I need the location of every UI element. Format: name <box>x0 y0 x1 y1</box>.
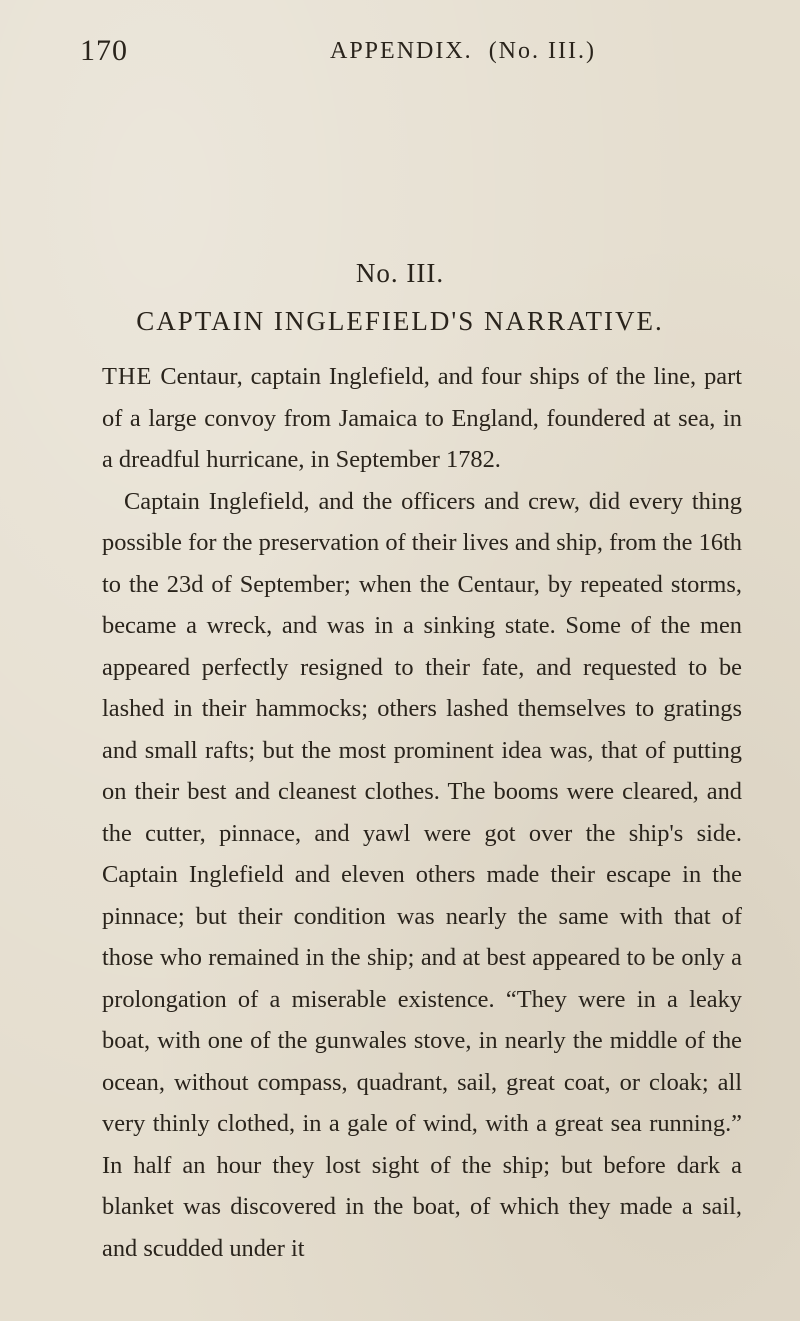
running-head-title <box>330 38 596 65</box>
paragraph-text: Centaur, captain Inglefield, and four ships of the line, part of a large convoy from Jamaica to England, foundered at sea, in a dreadful hurricane, in September 1782. <box>102 363 742 473</box>
opening-word: THE <box>102 363 153 390</box>
body-text <box>102 356 742 1269</box>
paragraph <box>102 356 742 481</box>
page-number: 170 <box>80 34 128 67</box>
running-head-appendix: APPENDIX. <box>330 38 473 64</box>
paragraph: Captain Inglefield, and the officers and crew, did every thing possible for the preservation of their lives and ship, from the 16th to the 23d of September; when the Centaur, by repeated storms, became a wreck, and was in a sinking state. Some of the men appeared perfectly resigned to their fate, and requested to be lashed in their hammocks; others lashed themselves to gratings and small rafts; but the most prominent idea was, that of putting on their best and cleanest clothes. The booms were cleared, and the cutter, pinnace, and yawl were got over the ship's side. Captain Inglefield and eleven others made their escape in the pinnace; but their condition was nearly the same with that of those who remained in the ship; and at best appeared to be only a prolongation of a miserable existence. “They were in a leaky boat, with one of the gunwales stove, in nearly the middle of the ocean, without compass, quadrant, sail, great coat, or cloak; all very thinly clothed, in a gale of wind, with a great sea running.” In half an hour they lost sight of the ship; but before dark a blanket was discovered in the boat, of which they made a sail, and scudded under it <box>102 487 742 1262</box>
section-number: No. III. <box>355 258 445 288</box>
running-head <box>80 34 720 74</box>
section-title: CAPTAIN INGLEFIELD'S NARRATIVE. <box>136 306 664 336</box>
running-head-number: (No. III.) <box>488 38 596 64</box>
